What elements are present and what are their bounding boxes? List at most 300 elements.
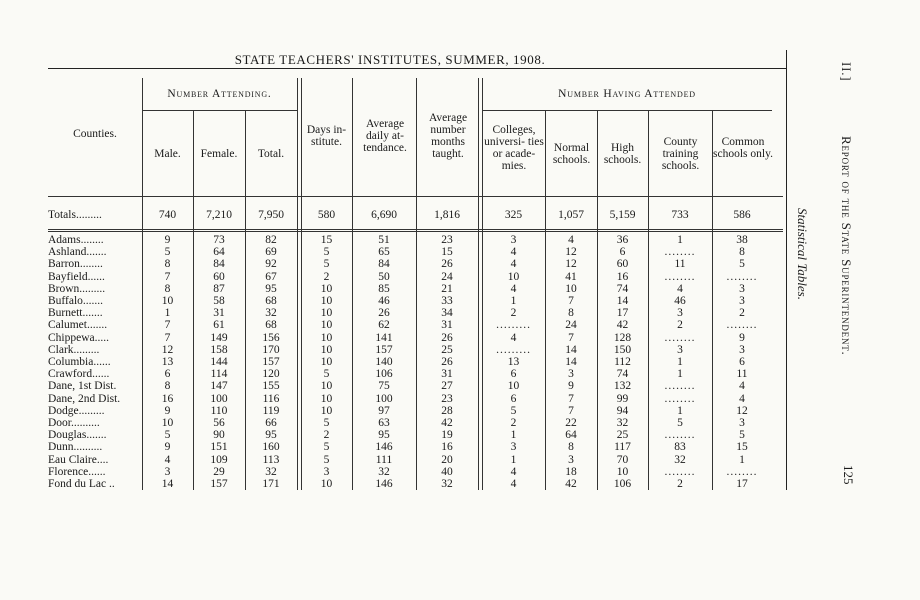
county-name: Buffalo....... (48, 295, 104, 307)
cell: 3 (568, 368, 574, 381)
cell: 1 (510, 429, 517, 442)
cell: 4 (510, 465, 517, 478)
table-row (48, 271, 783, 284)
cell: 95 (265, 429, 277, 442)
county-name: Chippewa..... (48, 331, 110, 344)
header-colleges: Colleges, universi- ties or acade- mies. (484, 124, 544, 172)
cell: 100 (375, 392, 393, 405)
cell: 16 (616, 270, 629, 283)
header-avg-months: Average number months taught. (428, 112, 468, 160)
cell: 2 (510, 417, 517, 429)
cell: 18 (565, 465, 577, 478)
cell: ........ (726, 270, 758, 283)
cell: 3 (164, 465, 171, 478)
cell: 2 (677, 478, 683, 490)
cell: 5 (164, 246, 171, 259)
cell: 4 (739, 392, 745, 405)
cell: 5 (323, 441, 330, 454)
cell: ........ (664, 331, 696, 344)
cell: 73 (213, 234, 225, 246)
cell: 4 (510, 246, 517, 259)
cell: 1,057 (558, 209, 584, 221)
cell: 41 (565, 270, 577, 283)
county-name: Ashland....... (48, 246, 107, 259)
table-row (48, 344, 783, 357)
cell: 84 (378, 258, 390, 271)
cell: 2 (739, 307, 745, 320)
table-row (48, 356, 783, 369)
cell: 10 (320, 356, 333, 368)
cell: 5 (323, 453, 330, 466)
table-row (48, 405, 783, 418)
cell: 132 (613, 380, 632, 393)
cell: 100 (210, 392, 228, 405)
cell: 14 (565, 343, 577, 356)
cell: 6 (510, 368, 517, 381)
cell: 144 (210, 356, 228, 368)
cell: 10 (320, 331, 333, 344)
rule (142, 110, 297, 111)
cell: 19 (441, 429, 453, 442)
cell: 32 (378, 465, 390, 478)
cell: 1 (677, 368, 683, 381)
cell: 10 (320, 392, 333, 405)
cell: 67 (265, 270, 277, 283)
cell: 128 (613, 331, 632, 344)
header-common: Common schools only. (713, 136, 773, 160)
cell: ......... (496, 319, 531, 332)
cell: 32 (441, 478, 453, 490)
cell: 117 (614, 441, 631, 454)
cell: 10 (320, 380, 333, 393)
cell: 10 (320, 319, 333, 332)
cell: 150 (613, 343, 632, 356)
cell: 26 (441, 356, 453, 368)
cell: 10 (507, 270, 520, 283)
table-row (48, 454, 783, 467)
cell: 141 (375, 331, 393, 344)
cell: 99 (616, 392, 629, 405)
cell: 106 (375, 368, 393, 381)
cell: 12 (565, 258, 577, 271)
cell: 90 (213, 429, 225, 442)
table-row (48, 332, 783, 345)
cell: 1 (510, 453, 517, 466)
cell: 11 (674, 258, 686, 271)
cell: 5 (739, 258, 745, 271)
county-name: Dane, 2nd Dist. (48, 392, 121, 405)
cell: 60 (213, 270, 225, 283)
cell: 4 (510, 331, 517, 344)
header-number-attending: Number Attending. (167, 88, 272, 100)
cell: ........ (664, 429, 696, 442)
cell: 15 (736, 441, 748, 454)
cell: 9 (164, 234, 171, 246)
cell: 9 (164, 441, 171, 454)
table-row (48, 441, 783, 454)
cell: 3 (677, 307, 683, 320)
table-row (48, 246, 783, 259)
county-name: Eau Claire.... (48, 453, 109, 466)
cell: 68 (265, 319, 277, 332)
section-title: Statistical Tables. (795, 208, 810, 300)
cell: 10 (320, 478, 333, 490)
cell: 5 (323, 417, 330, 429)
cell: 46 (674, 295, 686, 307)
cell: ......... (496, 343, 531, 356)
county-name: Bayfield...... (48, 270, 105, 283)
cell: 116 (262, 392, 280, 405)
cell: 50 (378, 270, 390, 283)
cell: 5 (323, 258, 330, 271)
cell: 157 (375, 343, 393, 356)
cell: 3 (739, 343, 745, 356)
table-row (48, 283, 783, 296)
cell: 325 (504, 209, 523, 221)
cell: 8 (568, 307, 574, 320)
cell: 7 (568, 404, 574, 417)
cell: ........ (726, 465, 758, 478)
cell: 74 (616, 368, 629, 381)
cell: 2 (510, 307, 517, 320)
cell: 4 (510, 478, 517, 490)
cell: 8 (739, 246, 745, 259)
cell: 36 (616, 234, 629, 246)
cell: ........ (664, 270, 696, 283)
cell: 20 (441, 453, 453, 466)
cell: 7,210 (206, 209, 232, 221)
cell: 171 (262, 478, 280, 490)
cell: 112 (614, 356, 631, 368)
header-avg-daily: Average daily at- tendance. (363, 118, 407, 154)
county-name: Dunn.......... (48, 441, 103, 454)
cell: 160 (262, 441, 280, 454)
header-counties: Counties. (73, 128, 117, 140)
cell: 109 (210, 453, 228, 466)
cell: 3 (739, 417, 745, 429)
cell: 65 (378, 246, 390, 259)
cell: 16 (161, 392, 174, 405)
table-row (48, 466, 783, 479)
cell: 97 (378, 404, 390, 417)
cell: 22 (565, 417, 577, 429)
cell: 64 (213, 246, 225, 259)
cell: 60 (616, 258, 629, 271)
cell: 4 (510, 282, 517, 295)
header-total: Total. (257, 148, 285, 160)
header-male: Male. (154, 148, 181, 160)
header-high: High schools. (603, 142, 642, 166)
cell: 146 (375, 441, 393, 454)
cell: 740 (158, 209, 177, 221)
cell: 14 (565, 356, 577, 368)
cell: 11 (736, 368, 748, 381)
cell: 156 (262, 331, 280, 344)
cell: 58 (213, 295, 225, 307)
cell: 85 (378, 282, 390, 295)
rule (482, 110, 772, 111)
cell: 146 (375, 478, 393, 490)
county-name: Florence...... (48, 465, 106, 478)
cell: 7 (164, 270, 171, 283)
header-female: Female. (200, 148, 238, 160)
cell: 8 (164, 282, 171, 295)
cell: 23 (441, 234, 453, 246)
cell: 5 (323, 368, 330, 381)
cell: 7,950 (258, 209, 284, 221)
running-head: Report of the State Superintendent. (839, 136, 854, 356)
cell: 62 (378, 319, 390, 332)
cell: 92 (265, 258, 277, 271)
cell: 5 (164, 429, 171, 442)
cell: 3 (739, 282, 745, 295)
cell: 25 (441, 343, 453, 356)
rule (48, 196, 783, 197)
cell: 69 (265, 246, 277, 259)
cell: 119 (262, 404, 280, 417)
cell: 68 (265, 295, 277, 307)
cell: ........ (664, 465, 696, 478)
table-row (48, 417, 783, 430)
cell: 10 (565, 282, 577, 295)
cell: 10 (320, 404, 333, 417)
cell: 51 (378, 234, 390, 246)
cell: 4 (164, 453, 171, 466)
cell: 6,690 (371, 209, 397, 221)
cell: 7 (164, 319, 171, 332)
county-name: Brown......... (48, 282, 106, 295)
table-row (48, 307, 783, 320)
cell: 13 (507, 356, 520, 368)
county-name: Crawford...... (48, 368, 110, 381)
cell: 25 (616, 429, 629, 442)
cell: 21 (441, 282, 453, 295)
county-name: Door.......... (48, 417, 100, 429)
cell: 26 (378, 307, 390, 320)
county-name: Calumet....... (48, 319, 108, 332)
cell: 10 (616, 465, 629, 478)
rule (48, 231, 783, 232)
cell: 580 (317, 209, 336, 221)
cell: 17 (616, 307, 629, 320)
cell: ........ (664, 380, 696, 393)
county-name: Douglas....... (48, 429, 107, 442)
cell: 9 (568, 380, 574, 393)
cell: 6 (164, 368, 171, 381)
cell: 10 (161, 417, 174, 429)
cell: 16 (441, 441, 453, 454)
table-row (48, 234, 783, 247)
cell: 147 (210, 380, 228, 393)
cell: 74 (616, 282, 629, 295)
cell: 31 (441, 368, 453, 381)
cell: 70 (616, 453, 629, 466)
cell: 3 (510, 234, 517, 246)
cell: 8 (164, 258, 171, 271)
cell: 10 (507, 380, 520, 393)
cell: 95 (265, 282, 277, 295)
cell: 26 (441, 258, 453, 271)
cell: 28 (441, 404, 453, 417)
header-number-having: Number Having Attended (558, 88, 696, 100)
cell: 114 (210, 368, 228, 381)
cell: 5 (510, 404, 517, 417)
cell: 2 (323, 270, 330, 283)
cell: 110 (210, 404, 228, 417)
cell: 87 (213, 282, 225, 295)
table-row (48, 258, 783, 271)
cell: 46 (378, 295, 390, 307)
cell: 14 (161, 478, 174, 490)
cell: 8 (164, 380, 171, 393)
totals-row (48, 209, 783, 222)
cell: 586 (733, 209, 751, 221)
cell: 95 (378, 429, 390, 442)
cell: 82 (265, 234, 277, 246)
cell: 1 (677, 234, 683, 246)
cell: 32 (674, 453, 686, 466)
cell: 6 (619, 246, 626, 259)
cell: 42 (616, 319, 629, 332)
cell: 9 (739, 331, 745, 344)
cell: 1 (677, 404, 683, 417)
county-name: Columbia...... (48, 356, 111, 368)
cell: 8 (568, 441, 574, 454)
cell: 111 (375, 453, 393, 466)
cell: 42 (441, 417, 453, 429)
table-row (48, 393, 783, 406)
cell: 12 (565, 246, 577, 259)
table-row (48, 368, 783, 381)
cell: 3 (739, 295, 745, 307)
cell: 31 (213, 307, 225, 320)
cell: 15 (441, 246, 453, 259)
cell: 733 (671, 209, 689, 221)
cell: 4 (568, 234, 574, 246)
header-days: Days in- stitute. (306, 124, 347, 148)
county-name: Fond du Lac .. (48, 478, 115, 490)
cell: ........ (664, 246, 696, 259)
cell: 151 (210, 441, 228, 454)
cell: 64 (565, 429, 577, 442)
county-name: Barron........ (48, 258, 103, 271)
cell: 3 (568, 453, 574, 466)
cell: 12 (161, 343, 174, 356)
cell: 3 (677, 343, 683, 356)
cell: 5 (677, 417, 683, 429)
cell: 40 (441, 465, 453, 478)
cell: 27 (441, 380, 453, 393)
county-name: Dodge......... (48, 404, 105, 417)
cell: 157 (210, 478, 228, 490)
cell: ........ (664, 392, 696, 405)
cell: ........ (726, 319, 758, 332)
cell: 23 (441, 392, 453, 405)
cell: 10 (320, 282, 333, 295)
cell: 10 (161, 295, 174, 307)
cell: 24 (441, 270, 453, 283)
cell: 94 (616, 404, 629, 417)
cell: 2 (323, 429, 330, 442)
cell: 10 (320, 295, 333, 307)
table-right-border (786, 50, 787, 490)
cell: 56 (213, 417, 225, 429)
cell: 32 (265, 465, 277, 478)
cell: 6 (739, 356, 745, 368)
cell: 3 (510, 441, 517, 454)
cell: 83 (674, 441, 686, 454)
header-normal: Normal schools. (552, 142, 591, 166)
cell: 32 (616, 417, 629, 429)
cell: 7 (568, 295, 574, 307)
page-number: 125 (841, 465, 856, 485)
cell: 38 (736, 234, 748, 246)
cell: 12 (736, 404, 748, 417)
cell: 4 (510, 258, 517, 271)
cell: 3 (323, 465, 330, 478)
cell: 7 (164, 331, 171, 344)
cell: 6 (510, 392, 517, 405)
table-row (48, 380, 783, 393)
cell: 106 (613, 478, 632, 490)
county-name: Dane, 1st Dist. (48, 380, 117, 393)
cell: 61 (213, 319, 225, 332)
cell: 1 (510, 295, 517, 307)
cell: 158 (210, 343, 228, 356)
cell: 157 (262, 356, 280, 368)
cell: 140 (375, 356, 393, 368)
cell: 10 (320, 307, 333, 320)
table-row (48, 478, 783, 491)
cell: 1 (739, 453, 745, 466)
cell: 2 (677, 319, 683, 332)
rule (48, 229, 783, 230)
cell: 155 (262, 380, 280, 393)
county-name: Burnett....... (48, 307, 103, 320)
cell: 5 (739, 429, 745, 442)
cell: 7 (568, 331, 574, 344)
cell: 26 (441, 331, 453, 344)
cell: 5,159 (609, 209, 636, 221)
volume-mark: II.] (839, 62, 854, 82)
cell: 1 (164, 307, 171, 320)
cell: 42 (565, 478, 577, 490)
page-title: STATE TEACHERS' INSTITUTES, SUMMER, 1908. (234, 52, 546, 67)
cell: 17 (736, 478, 748, 490)
cell: 13 (161, 356, 174, 368)
county-name: Adams........ (48, 234, 104, 246)
cell: 32 (265, 307, 277, 320)
cell: 149 (210, 331, 228, 344)
cell: 1 (677, 356, 683, 368)
header-county-training: County training schools. (661, 136, 700, 172)
cell: 75 (378, 380, 390, 393)
cell: 15 (320, 234, 333, 246)
cell: 33 (441, 295, 453, 307)
cell: 170 (262, 343, 280, 356)
cell: 113 (262, 453, 280, 466)
cell: 29 (213, 465, 225, 478)
cell: 7 (568, 392, 574, 405)
cell: 10 (320, 343, 333, 356)
cell: 4 (739, 380, 745, 393)
cell: 120 (262, 368, 280, 381)
cell: 34 (441, 307, 453, 320)
table-row (48, 295, 783, 308)
totals-label: Totals......... (48, 209, 102, 221)
table-row (48, 319, 783, 332)
cell: 24 (565, 319, 577, 332)
